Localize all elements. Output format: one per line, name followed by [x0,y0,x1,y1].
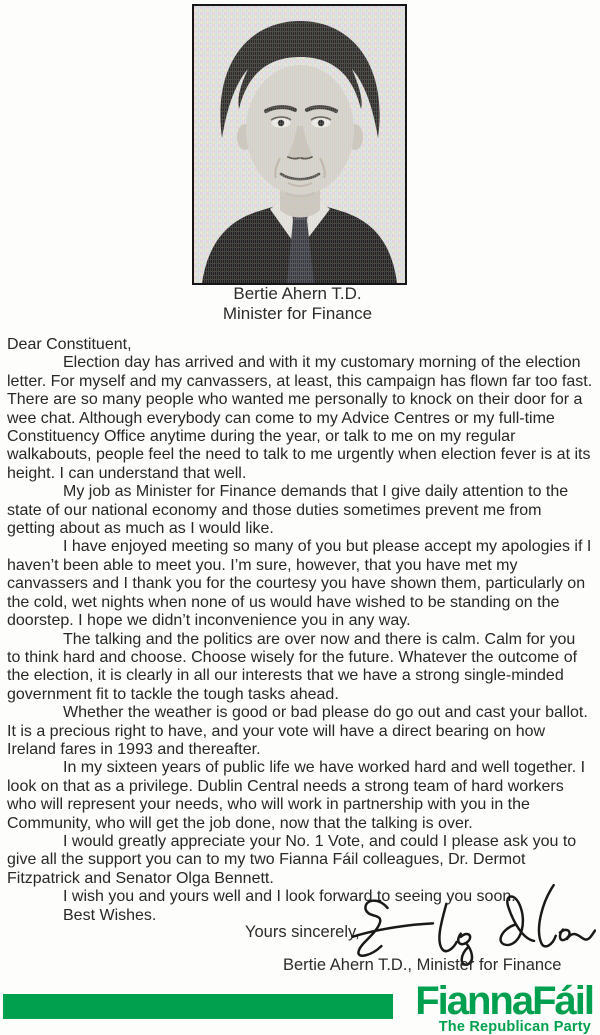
letter-paragraph: Best Wishes. [63,906,157,924]
party-tagline: The Republican Party [438,1019,591,1035]
letter-paragraph: I wish you and yours well and I look forward to seeing you soon. [63,888,516,906]
letter-paragraph: I have enjoyed meeting so many of you but please accept my apologies if I haven’t been able to meet you. I’m sure, however, that you have met my canvassers and I thank you for the courtesy you have shown them, particularly on the cold, wet nights when none of us would have wished to be standing on the doorstep. I hope we didn’t inconvenience you in any way. [7,538,592,630]
signatory-name: Bertie Ahern T.D., Minister for Finance [283,956,562,974]
portrait-illustration [194,6,405,283]
footer-green-bar [3,994,393,1019]
photo-caption [142,284,453,323]
fianna-fail-logo: FiannaFáil [415,979,593,1023]
letter-paragraph: Whether the weather is good or bad please do go out and cast your ballot. It is a precious right to have, and your vote will have a direct bearing on how Ireland fares in 1993 and thereafter. [7,704,588,758]
portrait-photo [192,4,407,285]
photo-caption-title: Minister for Finance [222,303,373,323]
photo-caption-name: Bertie Ahern T.D. [233,284,362,303]
closing-salutation: Yours sincerely, [245,923,360,941]
letter-body [7,336,593,925]
letter-paragraph: The talking and the politics are over now and there is calm. Calm for you to think hard and choose. Choose wisely for the future. Whatever the outcome of the election, it is clearly in all our interests that we have a strong single-minded government fit to tackle the tough tasks ahead. [7,630,578,703]
letter-paragraph: My job as Minister for Finance demands that I give daily attention to the state of our national economy and those duties sometimes prevent me from getting about as much as I would like. [7,483,569,538]
letter-paragraph: Election day has arrived and with it my customary morning of the election letter. For myself and my canvassers, at least, this campaign has flown far too fast. There are so many people who wanted me personally to knock on their door for a wee chat. Although everybody can come to my Advice Centres or my full-time Constituency Office anytime during the year, or talk to me on my regular walkabouts, people feel the need to talk to me urgently when election fever is at its height. I can understand that well. [7,354,593,482]
salutation: Dear Constituent, [7,336,132,353]
letter-paragraph: I would greatly appreciate your No. 1 Vote, and could I please ask you to give all the support you can to my two Fianna Fáil colleagues, Dr. Dermot Fitzpatrick and Senator Olga Bennett. [7,832,577,887]
letter-paragraph: In my sixteen years of public life we have worked hard and well together. I look on that as a privilege. Dublin Central needs a strong team of hard workers who will represent your needs, who will work in partnership with you in the Community, who will get the job done, now that the talking is over. [7,759,586,832]
